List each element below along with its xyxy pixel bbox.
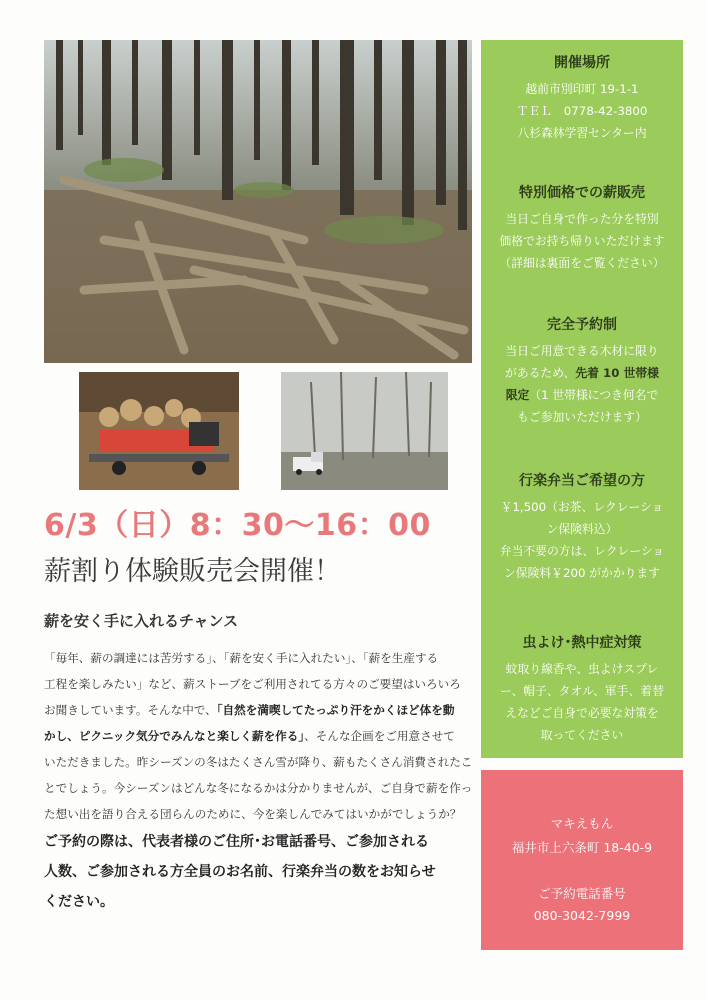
intro-line: いただきました。昨シーズンの冬はたくさん雪が降り、薪もたくさん消費されたこ bbox=[44, 755, 473, 769]
intro-heading: 薪を安く手に入れるチャンス bbox=[44, 612, 239, 630]
special-price-line: 当日ご自身で作った分を特別 bbox=[505, 212, 659, 226]
reservation-line: もご参加いただけます） bbox=[517, 410, 647, 424]
reservation-note-line: ご予約の際は、代表者様のご住所･お電話番号、ご参加される bbox=[44, 834, 429, 850]
intro-line: 工程を楽しみたい」など、薪ストーブをご利用されてる方々のご要望はいろいろ bbox=[44, 677, 461, 691]
special-price-line: 価格でお持ち帰りいただけます bbox=[499, 234, 665, 248]
reservation-line: 当日ご用意できる木材に限り bbox=[505, 344, 659, 358]
intro-line: かし、ピクニック気分でみんなと楽しく薪を作る」、そんな企画をご用意させて bbox=[44, 729, 455, 743]
bento-line: ￥1,500（お茶、レクレーショ bbox=[500, 500, 664, 514]
insect-heat-line: えなどご自身で必要な対策を bbox=[505, 706, 659, 720]
reservation-line: 限定（1 世帯様につき何名で bbox=[505, 388, 659, 402]
insect-heat-line: ー、帽子、タオル、軍手、着替 bbox=[500, 684, 664, 698]
insect-heat-title: 虫よけ･熱中症対策 bbox=[522, 635, 642, 651]
insect-heat-section bbox=[481, 632, 683, 746]
bento-line: 弁当不要の方は、レクレーショ bbox=[499, 544, 665, 558]
bento-line: ン保険料込） bbox=[546, 522, 618, 536]
reservation-note-line: ください。 bbox=[44, 894, 114, 910]
venue-title: 開催場所 bbox=[554, 55, 610, 71]
bento-title: 行楽弁当ご希望の方 bbox=[519, 473, 645, 489]
intro-line: お聞きしています。そんな中で、「自然を満喫してたっぷり汗をかくほど体を動 bbox=[44, 703, 455, 717]
intro-line: とでしょう。今シーズンはどんな冬になるかは分かりませんが、ご自身で薪を作っ bbox=[44, 781, 473, 795]
info-panel bbox=[481, 40, 683, 758]
special-price-line: （詳細は裏面をご覧ください） bbox=[499, 256, 665, 270]
reservation-section bbox=[481, 314, 683, 428]
main-forest-logs-photo bbox=[44, 40, 472, 363]
special-price-title: 特別価格での薪販売 bbox=[519, 185, 645, 201]
phone-number[interactable]: 080-3042-7999 bbox=[533, 908, 631, 923]
foggy-forest-truck-photo bbox=[281, 372, 448, 490]
event-title: 薪割り体験販売会開催！ bbox=[44, 556, 341, 587]
event-date-time: 6/3（日）8：30〜16：00 bbox=[44, 508, 431, 543]
bento-line: ン保険料￥200 がかかります bbox=[503, 566, 661, 580]
intro-body bbox=[44, 645, 480, 917]
organizer-name: マキえもん bbox=[550, 816, 614, 831]
insect-heat-line: 蚊取り線香や、虫よけスプレ bbox=[505, 662, 659, 676]
reservation-note-line: 人数、ご参加される方全員のお名前、行楽弁当の数をお知らせ bbox=[44, 864, 436, 880]
organizer-address: 福井市上六条町 18-40-9 bbox=[511, 840, 653, 855]
contact-panel bbox=[481, 770, 683, 950]
reservation-line: があるため、先着 10 世帯様 bbox=[505, 366, 659, 380]
venue-tel: ＴＥＬ 0778-42-3800 bbox=[516, 104, 648, 118]
insect-heat-line: 取ってください bbox=[540, 728, 624, 742]
intro-line: 「毎年、薪の調達には苦労する」、「薪を安く手に入れたい」、「薪を生産する bbox=[44, 651, 439, 665]
venue-address: 越前市別印町 19-1-1 bbox=[525, 82, 639, 96]
log-splitter-photo bbox=[79, 372, 239, 490]
reservation-title: 完全予約制 bbox=[547, 317, 617, 333]
venue-facility: 八杉森林学習センター内 bbox=[517, 126, 647, 140]
intro-line: た想い出を語り合える団らんのために、今を楽しんでみてはいかがでしょうか？ bbox=[44, 807, 462, 821]
phone-label: ご予約電話番号 bbox=[538, 886, 626, 901]
special-price-section bbox=[481, 182, 683, 274]
bento-section bbox=[481, 470, 683, 584]
venue-section bbox=[481, 52, 683, 144]
